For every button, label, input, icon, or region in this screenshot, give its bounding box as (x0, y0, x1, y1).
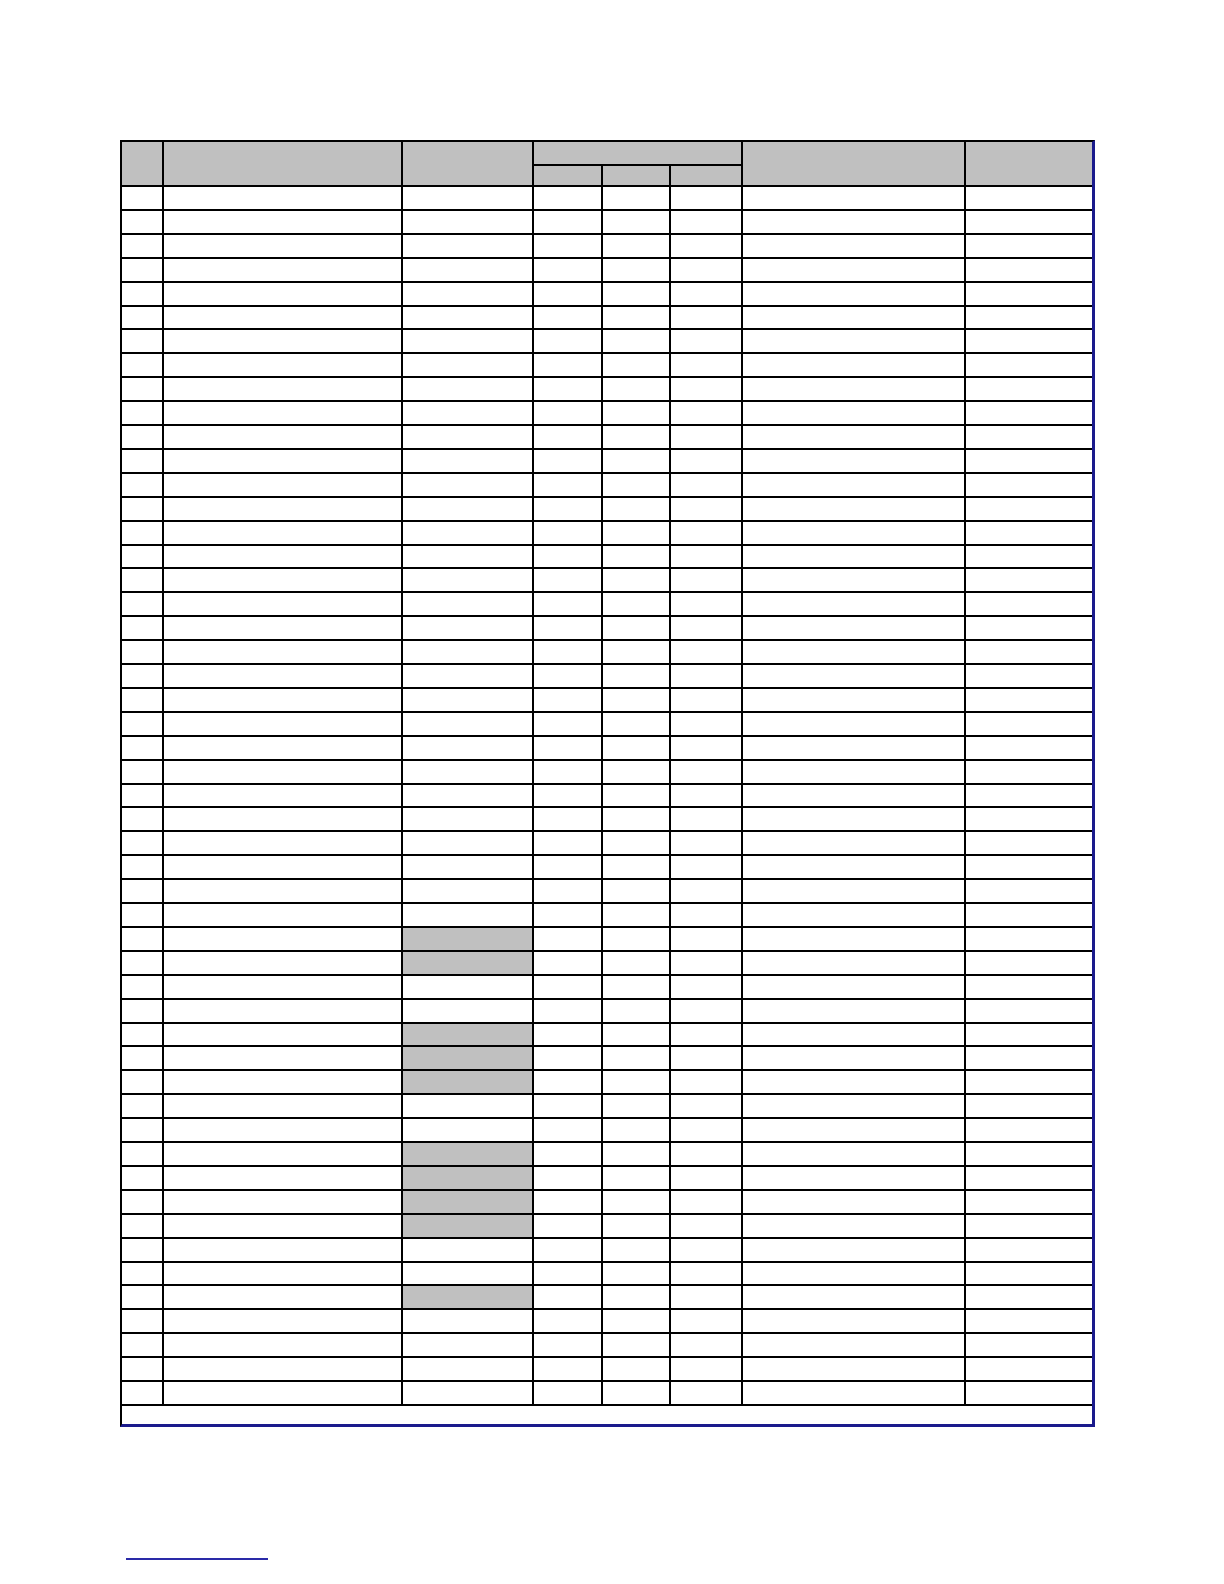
table-border (120, 140, 1095, 1427)
footer-link-rule (126, 1558, 268, 1560)
form-sheet (120, 140, 1094, 1426)
